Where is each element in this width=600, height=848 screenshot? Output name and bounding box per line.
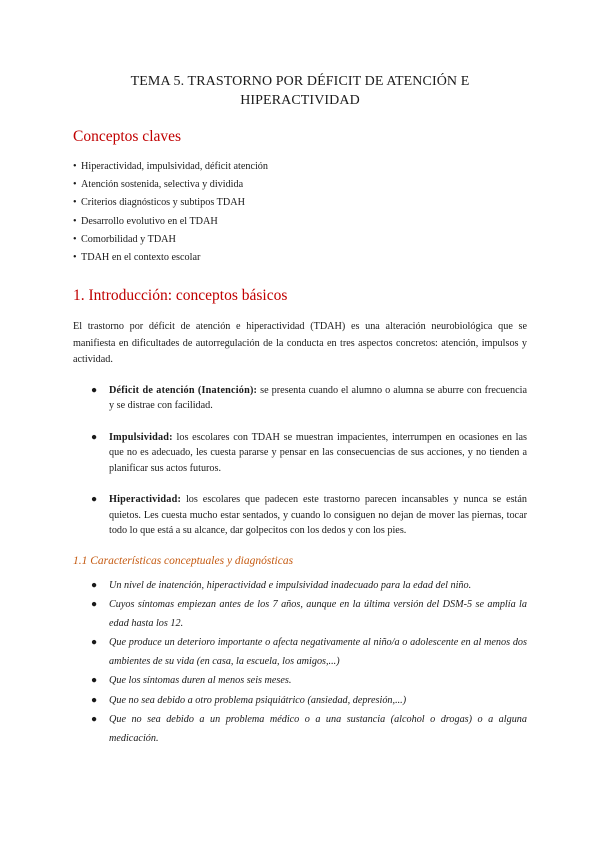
- bullet-icon: •: [73, 179, 77, 191]
- bullet-icon: •: [73, 215, 77, 227]
- bullet-icon: •: [73, 161, 77, 172]
- bullet-icon: •: [73, 233, 77, 245]
- intro-paragraph: El trastorno por déficit de atención e hiperactividad (TDAH) es una alteración neurobiológica que se manifiesta en dificultades de autorregulación de la conducta en tres aspectos concretos: atención, impulsos y actividad.: [73, 321, 527, 366]
- bullet-icon: •: [73, 252, 77, 264]
- list-item: ● Que los síntomas duren al menos seis meses.: [109, 672, 527, 691]
- subsection-heading: 1.1 Características conceptuales y diagnósticas: [73, 554, 294, 567]
- bullet-icon: ●: [91, 714, 98, 726]
- bullet-icon: ●: [91, 579, 98, 591]
- list-item: ● Impulsividad: los escolares con TDAH se muestran impacientes, interrumpen en ocasiones en las que no es adecuado, les cuesta pararse y pensar en las consecuencias de sus acciones, y no tienden a planificar sus actos futuros.: [91, 431, 527, 474]
- bullet-icon: ●: [91, 431, 98, 443]
- list-item: ● Que no sea debido a un problema médico o a una sustancia (alcohol o drogas) o a alguna medicación.: [109, 711, 527, 748]
- bullet-icon: ●: [91, 675, 98, 687]
- key-concepts-heading: Conceptos claves: [73, 128, 182, 145]
- list-item: • Comorbilidad y TDAH: [73, 231, 527, 249]
- bullet-icon: •: [73, 197, 77, 209]
- list-item: ● Cuyos síntomas empiezan antes de los 7 años, aunque en la última versión del DSM-5 se amplía la edad hasta los 12.: [109, 596, 527, 633]
- list-item: • TDAH en el contexto escolar: [73, 249, 527, 267]
- term-label: Impulsividad:: [109, 431, 173, 443]
- intro-bullets: [73, 383, 527, 539]
- characteristics-list: [73, 577, 527, 749]
- term-label: Déficit de atención (Inatención):: [109, 384, 258, 396]
- list-item: ● Un nivel de inatención, hiperactividad e impulsividad inadecuado para la edad del niño.: [109, 577, 527, 596]
- bullet-icon: ●: [91, 599, 98, 611]
- list-item: • Hiperactividad, impulsividad, déficit atención: [73, 158, 527, 176]
- list-item: ● Déficit de atención (Inatención): se presenta cuando el alumno o alumna se aburre con frecuencia y se distrae con facilidad.: [91, 384, 527, 412]
- key-concepts-list: [73, 158, 527, 267]
- list-item: ● Que produce un deterioro importante o afecta negativamente al niño/a o adolescente en al menos dos ambientes de su vida (en casa, la escuela, los amigos,...): [109, 634, 527, 671]
- list-item: • Atención sostenida, selectiva y dividida: [73, 176, 527, 194]
- list-item: ● Que no sea debido a otro problema psiquiátrico (ansiedad, depresión,...): [109, 692, 527, 711]
- list-item: • Desarrollo evolutivo en el TDAH: [73, 213, 527, 231]
- bullet-icon: ●: [91, 637, 98, 649]
- term-label: Hiperactividad:: [109, 494, 182, 506]
- list-item: • Criterios diagnósticos y subtipos TDAH: [73, 194, 527, 212]
- list-item: ● Hiperactividad: los escolares que padecen este trastorno parecen incansables y nunca se están quietos. Les cuesta mucho estar sentados, y cuando lo consiguen no dejan de mover las piernas, tocar todo lo que está a su alcance, dar golpecitos con los dedos y con los pies.: [91, 494, 527, 537]
- bullet-icon: ●: [91, 694, 98, 706]
- bullet-icon: ●: [91, 494, 98, 506]
- bullet-icon: ●: [91, 384, 98, 396]
- document-title: TEMA 5. TRASTORNO POR DÉFICIT DE ATENCIÓN E HIPERACTIVIDAD: [130, 74, 470, 108]
- intro-heading: 1. Introducción: conceptos básicos: [73, 287, 288, 305]
